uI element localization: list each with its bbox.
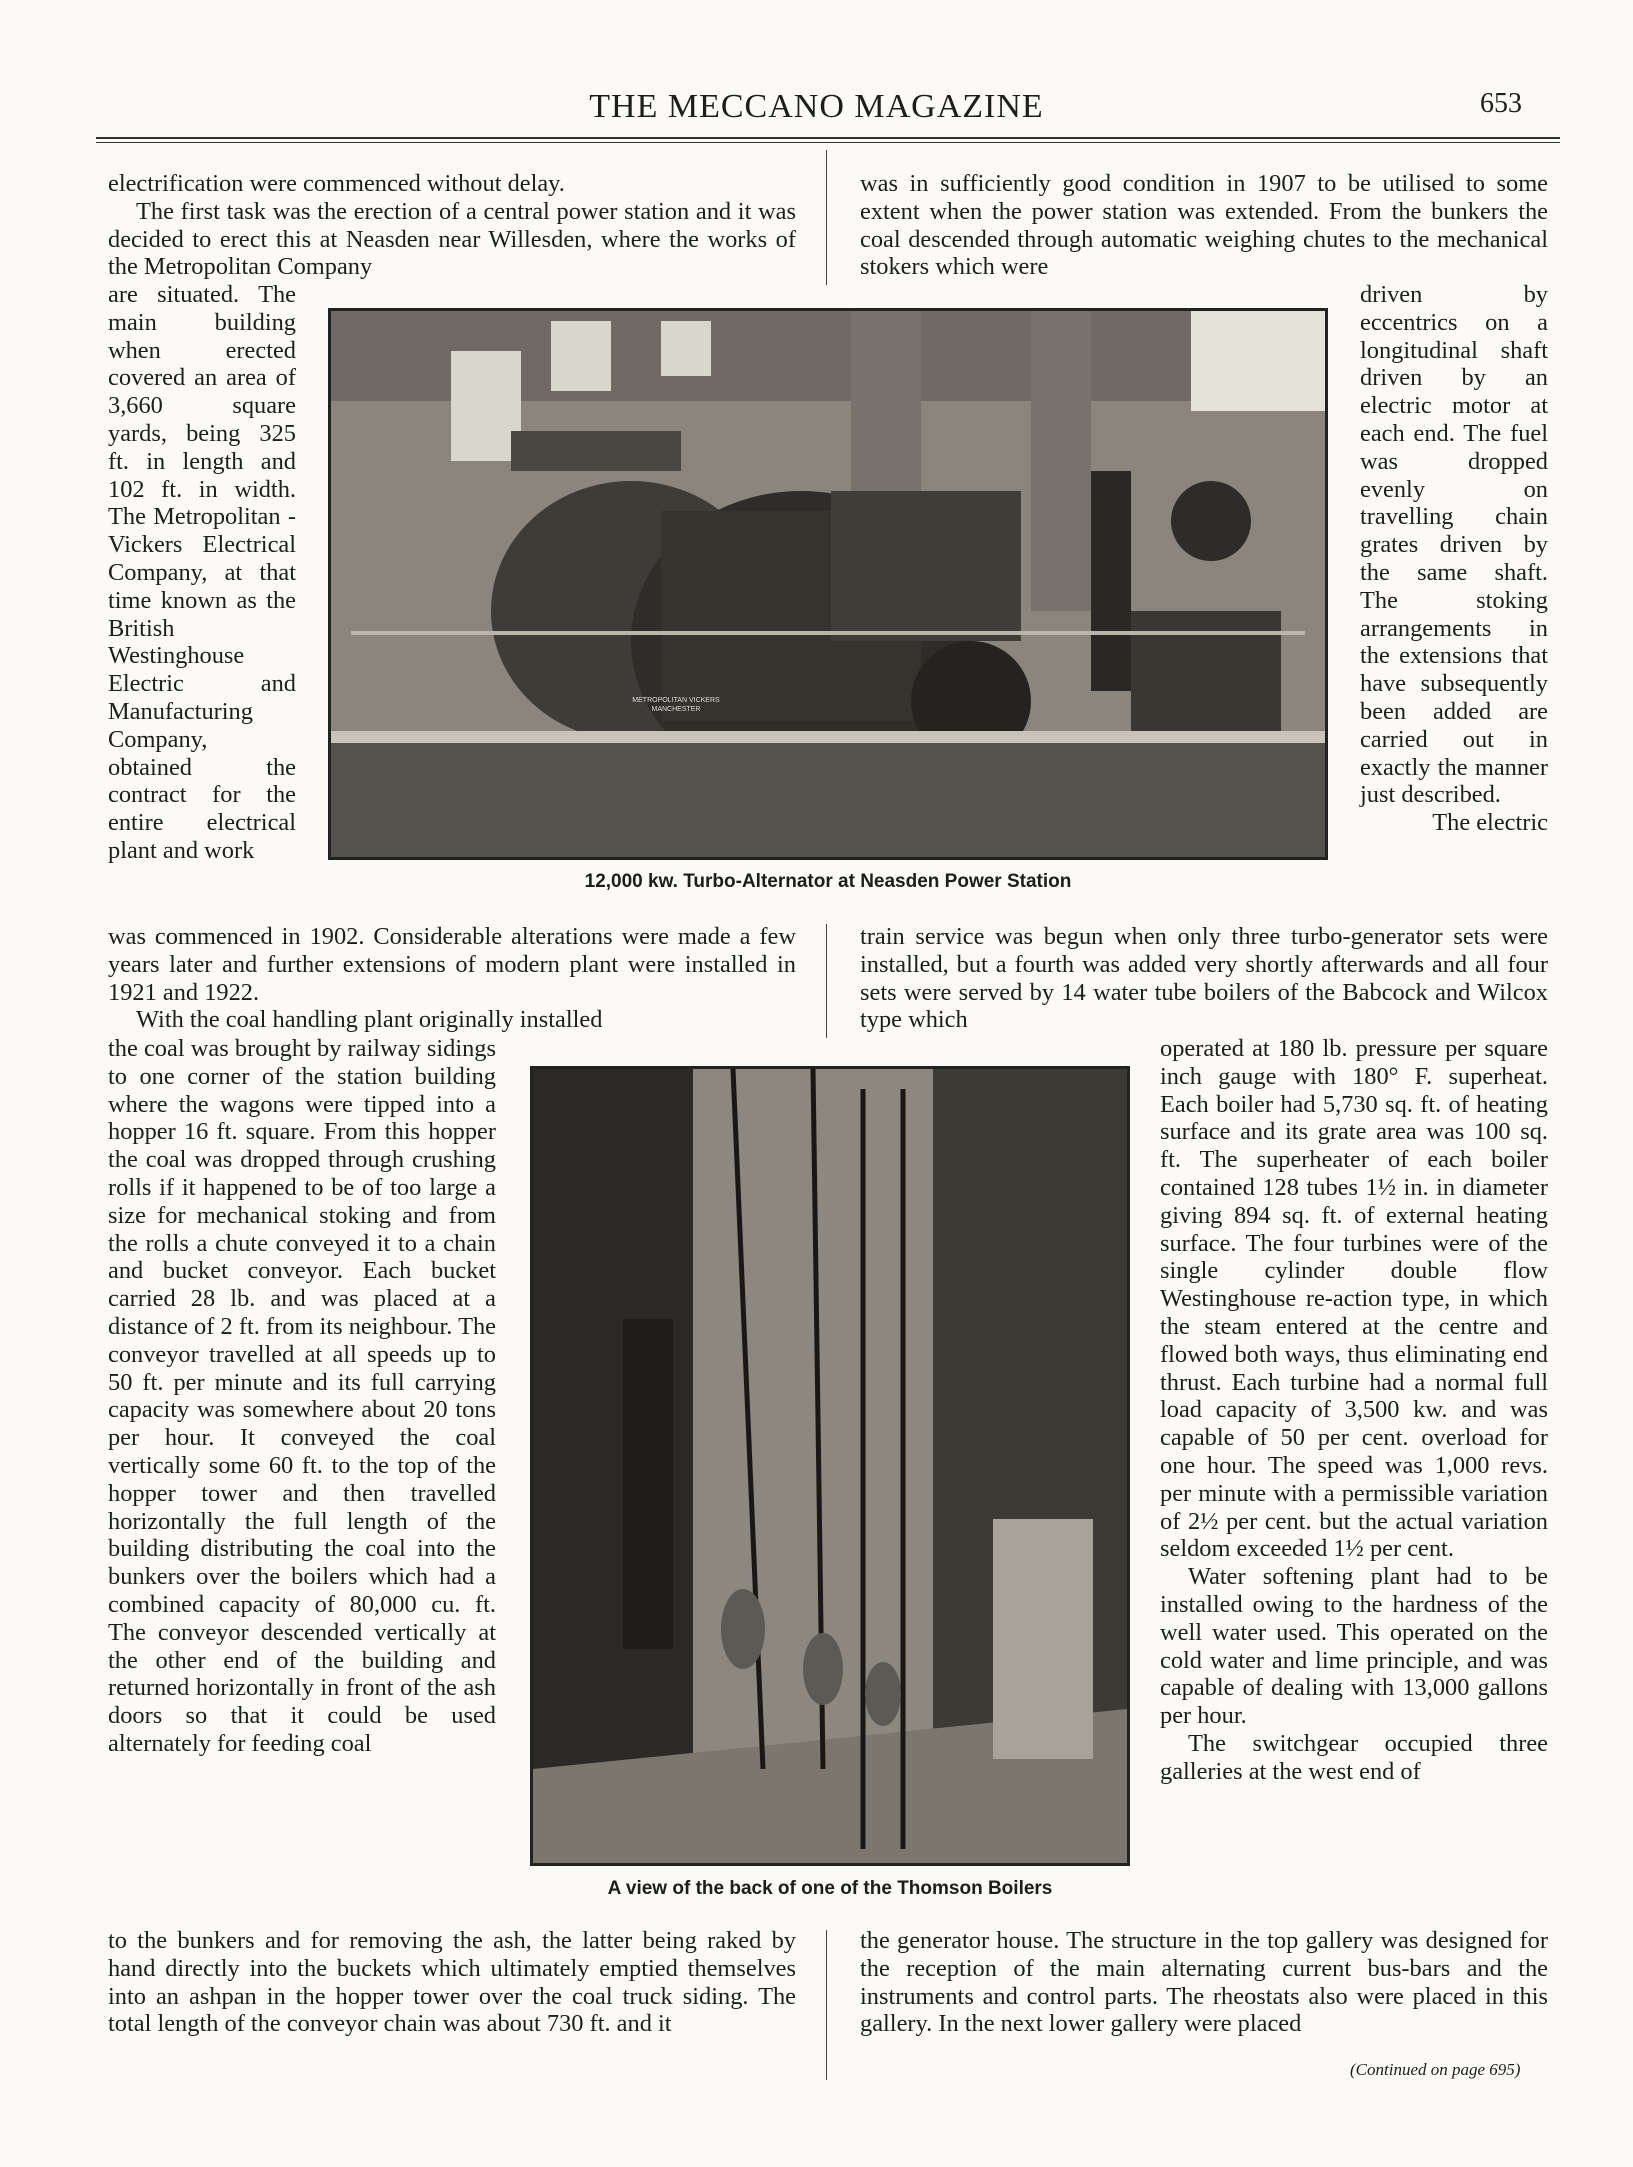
turbo-caption: 12,000 kw. Turbo-Alternator at Neasden Power Station <box>584 871 1072 892</box>
nameplate-line: MANCHESTER <box>651 706 701 713</box>
paragraph: operated at 180 lb. pressure per square inch gauge with 180° F. superheat. Each boiler had 5,730 sq. ft. of heating surface and its grate area was 100 sq. ft. The superheater of each boiler contained 128 tubes 1½ in. in diameter giving 894 sq. ft. of external heating surface. The four turbines were of the single cylinder double flow Westinghouse re-action type, in which the steam entered at the centre and flowed both ways, thus eliminating end thrust. Each turbine had a normal full load capacity of 3,500 kw. and was capable of 50 per cent. overload for one hour. The speed was 1,000 revs. per minute with a permissible variation of 2½ per cent. but the actual variation seldom exceeded 1½ per cent. <box>1160 1035 1548 1563</box>
left-lower-narrow-text <box>108 1035 496 1758</box>
paragraph: are situated. The main building when erected covered an area of 3,660 square yards, being 325 ft. in length and 102 ft. in width. The Metropolitan - Vickers Electrical Company, at that time known as the British Westinghouse Electric and Manufacturing Company, obtained the contract for the entire electrical plant and work <box>108 281 296 864</box>
page-number: 653 <box>1480 88 1522 119</box>
right-column-top-text <box>860 170 1548 281</box>
paragraph: The first task was the erection of a central power station and it was decided to erect this at Neasden near Willesden, where the works of the Metropolitan Company <box>108 197 796 281</box>
column-divider-top <box>826 150 827 285</box>
paragraph: to the bunkers and for removing the ash, the latter being raked by hand directly into the buckets which ultimately emptied themselves into an ashpan in the hopper tower over the coal truck siding. The total length of the conveyor chain was about 730 ft. and it <box>108 1927 796 2038</box>
paragraph: the generator house. The structure in the top gallery was designed for the reception of the main alternating current bus-bars and the instruments and control parts. The rheostats also were placed in this gallery. In the next lower gallery were placed <box>860 1927 1548 2038</box>
boilers-caption: A view of the back of one of the Thomson Boilers <box>607 1878 1053 1899</box>
paragraph: With the coal handling plant originally installed <box>136 1006 603 1034</box>
right-column-bottom-text <box>860 1927 1548 2038</box>
left-column-middle-text <box>108 923 796 1034</box>
paragraph: was commenced in 1902. Considerable alterations were made a few years later and further extensions of modern plant were installed in 1921 and 1922. <box>108 923 796 1006</box>
left-column-bottom-text <box>108 1927 796 2038</box>
continued-note: (Continued on page 695) <box>1350 2060 1521 2079</box>
right-column-middle-text <box>860 923 1548 1034</box>
column-divider-bottom <box>826 1930 827 2080</box>
paragraph: was in sufficiently good condition in 1907 to be utilised to some extent when the power station was extended. From the bunkers the coal descended through automatic weighing chutes to the mechanical stokers which were <box>860 170 1548 281</box>
paragraph: electrification were commenced without delay. <box>108 170 565 197</box>
paragraph: The electric <box>1432 809 1548 837</box>
left-narrow-text <box>108 281 296 865</box>
nameplate-line: METROPOLITAN VICKERS <box>632 697 720 704</box>
right-lower-narrow-text <box>1160 1035 1548 1786</box>
paragraph: train service was begun when only three turbo-generator sets were installed, but a fourth was added very shortly afterwards and all four sets were served by 14 water tube boilers of the Babcock and Wilcox type which <box>860 923 1548 1034</box>
paragraph: driven by eccentrics on a longitudinal shaft driven by an electric motor at each end. The fuel was dropped evenly on travelling chain grates driven by the same shaft. The stoking arrangements in the extensions that have subsequently been added are carried out in exactly the manner just described. <box>1360 281 1548 809</box>
paragraph: the coal was brought by railway sidings to one corner of the station building where the wagons were tipped into a hopper 16 ft. square. From this hopper the coal was dropped through crushing rolls if it happened to be of too large a size for mechanical stoking and from the rolls a chute conveyed it to a chain and bucket conveyor. Each bucket carried 28 lb. and was placed at a distance of 2 ft. from its neighbour. The conveyor travelled at all speeds up to 50 ft. per minute and its full carrying capacity was somewhere about 20 tons per hour. It conveyed the coal vertically some 60 ft. to the top of the hopper tower and then travelled horizontally the full length of the building distributing the coal into the bunkers over the boilers which had a combined capacity of 80,000 cu. ft. The conveyor descended vertically at the other end of the building and returned horizontally in front of the ash doors so that it could be used alternately for feeding coal <box>108 1035 496 1757</box>
header-rule <box>96 137 1560 139</box>
column-divider-middle <box>826 924 827 1038</box>
nameplate <box>621 696 731 714</box>
turbo-alternator-photo <box>328 308 1328 860</box>
boilers-photo <box>530 1066 1130 1866</box>
paragraph: Water softening plant had to be installed owing to the hardness of the well water used. This operated on the cold water and lime principle, and was capable of dealing with 13,000 gallons per hour. <box>1160 1563 1548 1730</box>
header-rule-thin <box>96 142 1560 143</box>
magazine-title: THE MECCANO MAGAZINE <box>589 88 1044 125</box>
left-column-top-text <box>108 170 796 281</box>
right-narrow-text <box>1360 281 1548 837</box>
paragraph: The switchgear occupied three galleries at the west end of <box>1160 1729 1548 1785</box>
